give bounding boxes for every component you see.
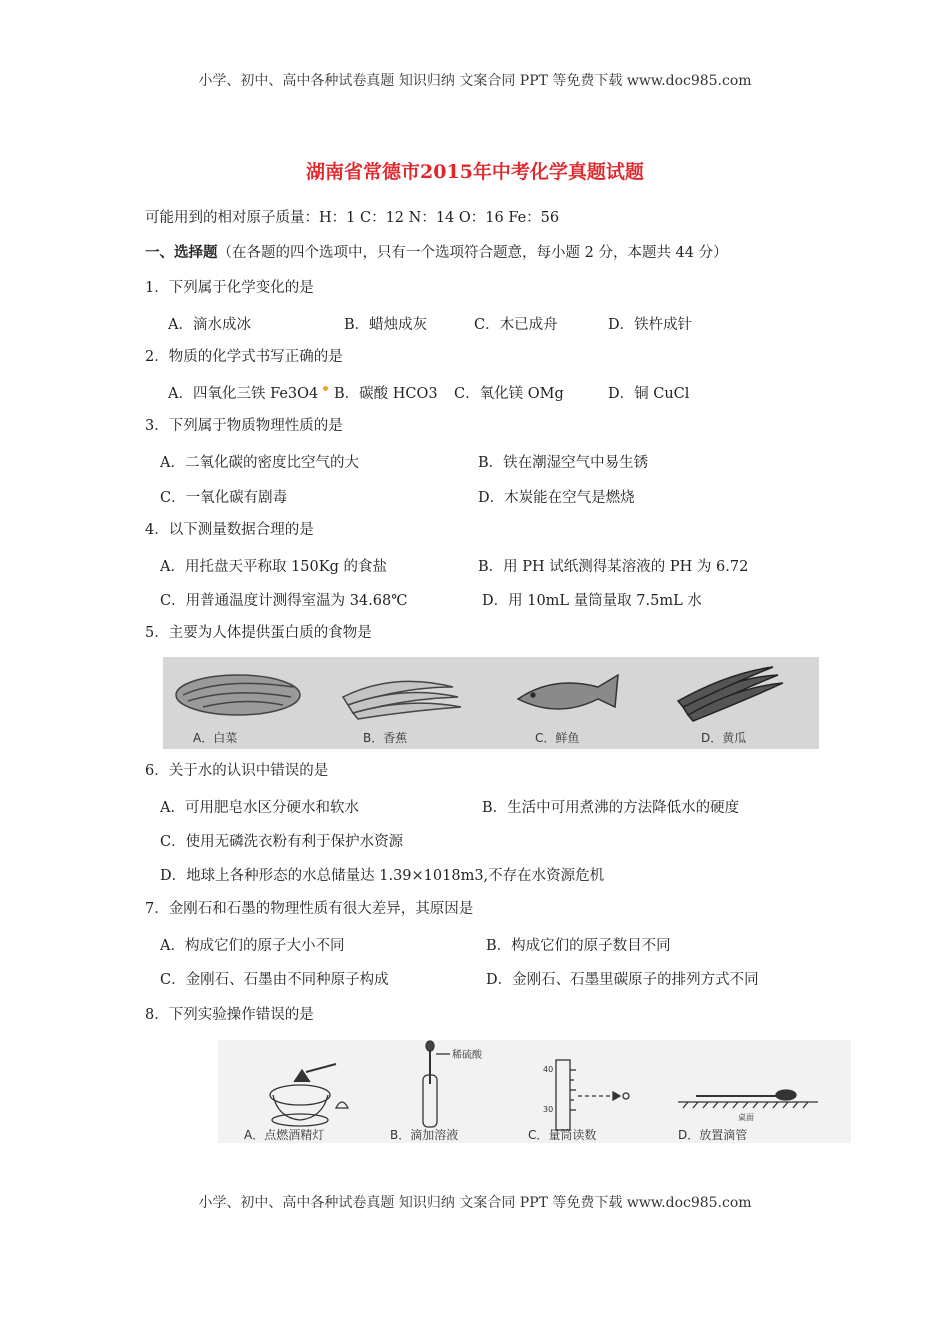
graduated-cylinder-illustration xyxy=(556,1060,629,1130)
table-label: 桌面 xyxy=(738,1113,754,1122)
lab-operations-figure xyxy=(218,1040,851,1143)
q7-option-b: B．构成它们的原子数目不同 xyxy=(486,938,671,954)
cabbage-illustration xyxy=(176,675,300,715)
q1-option-c: C．木已成舟 xyxy=(474,317,558,333)
q4-option-d: D．用 10mL 量筒量取 7.5mL 水 xyxy=(482,593,702,609)
q2-option-c: C．氧化镁 OMg xyxy=(454,386,564,402)
section-heading xyxy=(145,243,728,263)
lab-label-a: A．点燃酒精灯 xyxy=(244,1128,325,1142)
q3-option-a: A．二氧化碳的密度比空气的大 xyxy=(160,455,359,471)
test-tube-illustration xyxy=(423,1041,450,1127)
q6-option-a: A．可用肥皂水区分硬水和软水 xyxy=(160,800,359,816)
q7-option-a: A．构成它们的原子大小不同 xyxy=(160,938,345,954)
food-label-a: A．白菜 xyxy=(193,731,238,745)
scale-label-40: 40 xyxy=(543,1065,554,1074)
question-4-stem: 4．以下测量数据合理的是 xyxy=(145,522,314,538)
question-2-stem: 2．物质的化学式书写正确的是 xyxy=(145,349,343,365)
q6-option-c: C．使用无磷洗衣粉有利于保护水资源 xyxy=(160,834,404,850)
food-label-c: C．鲜鱼 xyxy=(535,731,580,745)
q3-option-d: D．木炭能在空气是燃烧 xyxy=(478,490,635,506)
q7-option-d: D．金刚石、石墨里碳原子的排列方式不同 xyxy=(486,972,759,988)
q2-option-b: B．碳酸 HCO3 xyxy=(334,386,438,402)
q2-option-a: A．四氧化三铁 Fe3O4 xyxy=(168,386,319,402)
q4-option-c: C．用普通温度计测得室温为 34.68℃ xyxy=(160,593,408,609)
food-figure xyxy=(163,657,819,749)
q4-option-b: B．用 PH 试纸测得某溶液的 PH 为 6.72 xyxy=(478,559,749,575)
atomic-masses: 可能用到的相对原子质量：H：1 C：12 N：14 O：16 Fe：56 xyxy=(145,210,560,226)
q1-option-b: B．蜡烛成灰 xyxy=(344,317,428,333)
lab-label-b: B．滴加溶液 xyxy=(390,1128,459,1142)
question-6-stem: 6．关于水的认识中错误的是 xyxy=(145,763,329,779)
q6-option-d: D．地球上各种形态的水总储量达 1.39×1018m3,不存在水资源危机 xyxy=(160,868,605,884)
banana-illustration xyxy=(343,681,461,719)
dropper-on-table-illustration xyxy=(678,1090,818,1108)
lab-label-d: D．放置滴管 xyxy=(678,1128,748,1142)
fish-illustration xyxy=(518,675,618,709)
q6-option-b: B．生活中可用煮沸的方法降低水的硬度 xyxy=(482,800,740,816)
q7-option-c: C．金刚石、石墨由不同种原子构成 xyxy=(160,972,389,988)
exam-title: 湖南省常德市2015年中考化学真题试题 xyxy=(306,161,644,183)
question-7-stem: 7．金刚石和石墨的物理性质有很大差异，其原因是 xyxy=(145,901,474,917)
section-note: （在各题的四个选项中，只有一个选项符合题意，每小题 2 分，本题共 44 分） xyxy=(217,245,728,261)
question-1-stem: 1．下列属于化学变化的是 xyxy=(145,280,314,296)
food-label-d: D．黄瓜 xyxy=(701,731,747,745)
page-footer: 小学、初中、高中各种试卷真题 知识归纳 文案合同 PPT 等免费下载 www.doc985.com xyxy=(198,1195,752,1211)
section-title: 一、选择题 xyxy=(145,244,218,261)
q3-option-c: C．一氧化碳有剧毒 xyxy=(160,490,288,506)
q1-option-d: D．铁杵成针 xyxy=(608,317,693,333)
alcohol-lamp-illustration xyxy=(270,1064,348,1126)
question-8-stem: 8．下列实验操作错误的是 xyxy=(145,1007,314,1023)
dropper-label: 稀硫酸 xyxy=(452,1050,482,1061)
q2-option-d: D．铜 CuCl xyxy=(608,386,690,402)
food-label-b: B．香蕉 xyxy=(363,731,408,745)
q3-option-b: B．铁在潮湿空气中易生锈 xyxy=(478,455,649,471)
page-header: 小学、初中、高中各种试卷真题 知识归纳 文案合同 PPT 等免费下载 www.doc985.com xyxy=(198,73,752,89)
scale-label-30: 30 xyxy=(543,1105,554,1114)
stray-dot xyxy=(323,386,328,391)
cucumber-illustration xyxy=(678,667,783,721)
q4-option-a: A．用托盘天平称取 150Kg 的食盐 xyxy=(160,559,387,575)
lab-label-c: C．量筒读数 xyxy=(528,1128,597,1142)
question-5-stem: 5．主要为人体提供蛋白质的食物是 xyxy=(145,625,372,641)
q1-option-a: A．滴水成冰 xyxy=(168,317,251,333)
question-3-stem: 3．下列属于物质物理性质的是 xyxy=(145,418,343,434)
